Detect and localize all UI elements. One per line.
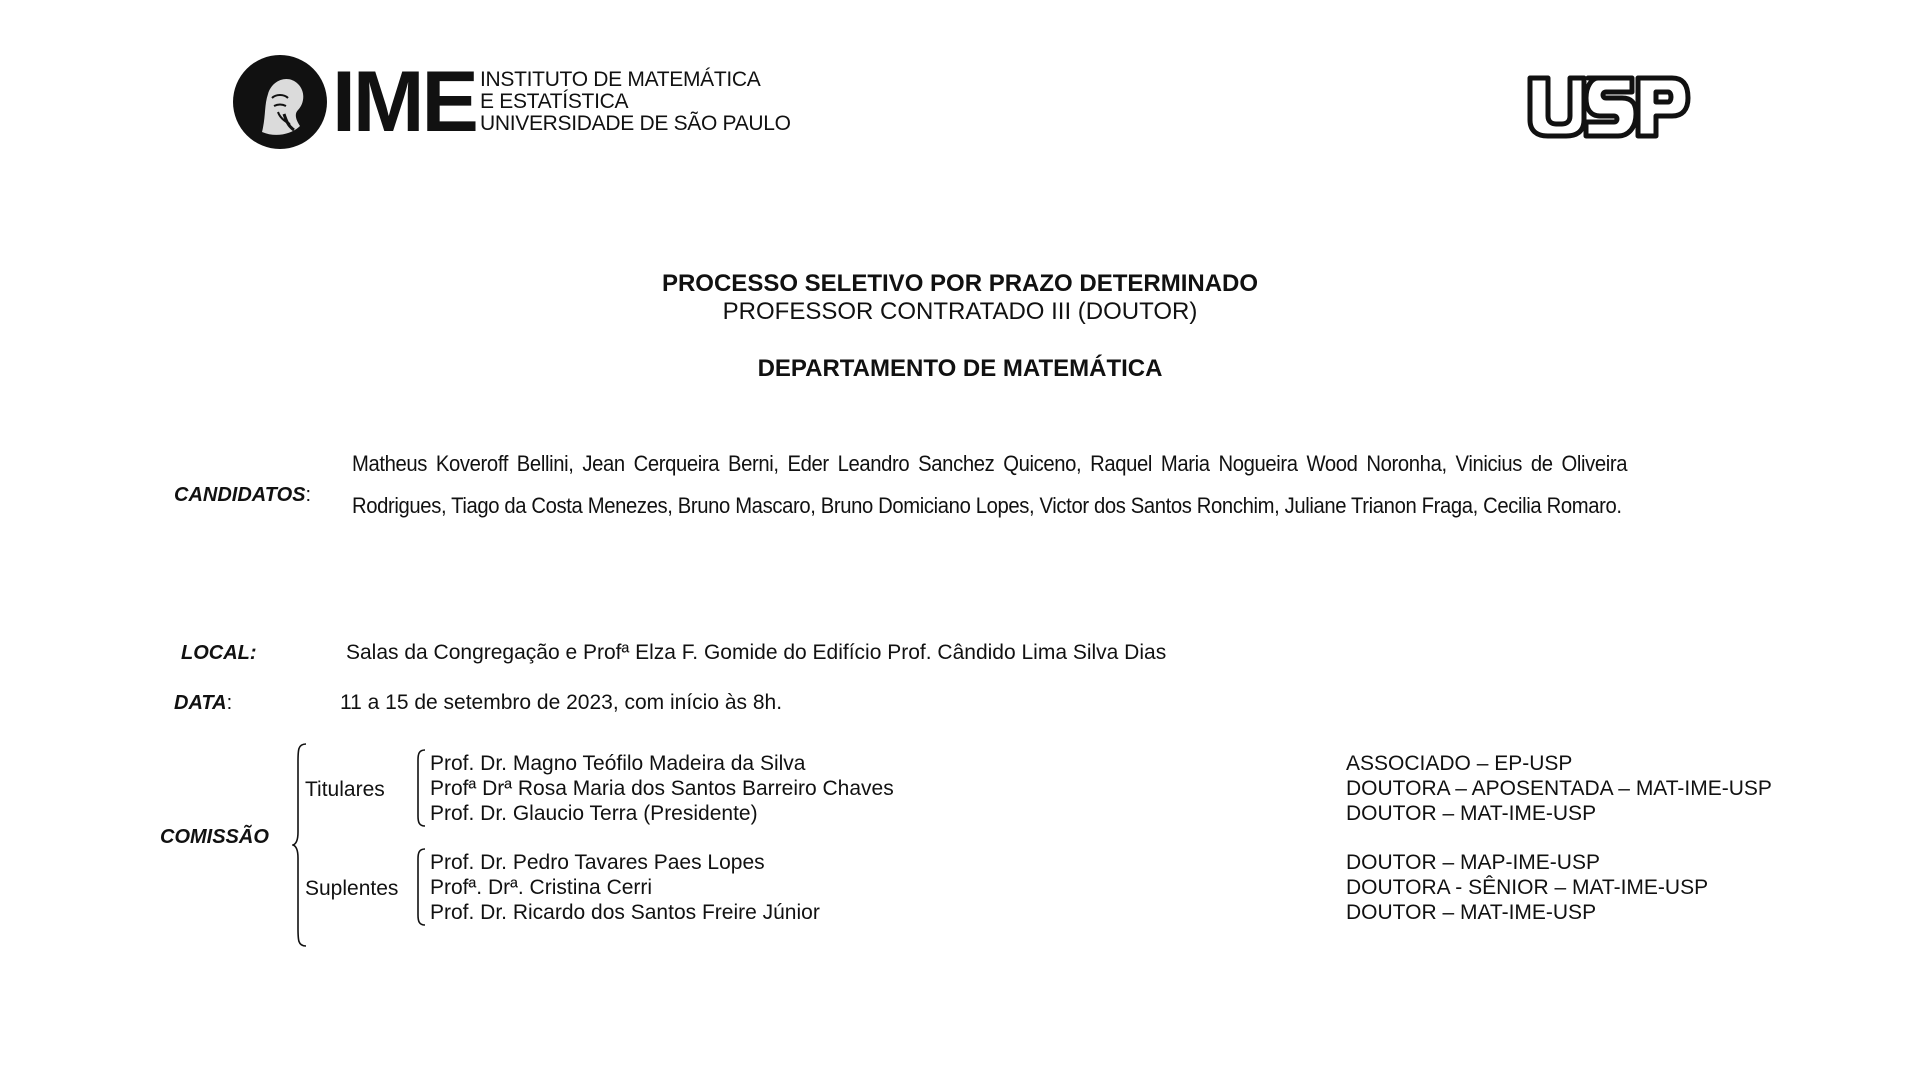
suplente-member-name: Prof. Dr. Ricardo dos Santos Freire Júnior (430, 901, 820, 924)
department-title: DEPARTAMENTO DE MATEMÁTICA (757, 355, 1163, 382)
candidates-label-colon: : (305, 484, 312, 506)
local-value: Salas da Congregação e Profª Elza F. Gomide do Edifício Prof. Cândido Lima Silva Dias (346, 641, 1167, 664)
date-label-text: DATA (174, 692, 227, 714)
titular-member-name: Prof. Dr. Magno Teófilo Madeira da Silva (430, 752, 806, 775)
ime-logo (232, 54, 791, 154)
titular-member-role: ASSOCIADO – EP-USP (1346, 752, 1573, 775)
suplente-member-name: Profª. Drª. Cristina Cerri (430, 876, 653, 899)
titulares-brace-icon (413, 748, 427, 828)
suplente-member-role: DOUTOR – MAT-IME-USP (1346, 901, 1597, 924)
suplente-member-name: Prof. Dr. Pedro Tavares Paes Lopes (430, 851, 765, 874)
titular-member-name: Profª Drª Rosa Maria dos Santos Barreiro Chaves (430, 777, 894, 800)
titulares-label: Titulares (305, 778, 385, 801)
titular-member-role: DOUTOR – MAT-IME-USP (1346, 802, 1597, 825)
ime-subtitle-line: E ESTATÍSTICA (480, 90, 629, 113)
usp-logo (1526, 72, 1692, 142)
commission-brace-icon (292, 742, 308, 948)
ime-subtitle-line: INSTITUTO DE MATEMÁTICA (480, 68, 761, 91)
ime-subtitle-line: UNIVERSIDADE DE SÃO PAULO (480, 112, 791, 135)
local-label: LOCAL: (181, 642, 257, 664)
suplente-member-role: DOUTORA - SÊNIOR – MAT-IME-USP (1346, 876, 1709, 899)
suplentes-label: Suplentes (305, 877, 399, 900)
date-label (174, 691, 232, 715)
titular-member-name: Prof. Dr. Glaucio Terra (Presidente) (430, 802, 758, 825)
date-label-colon: : (226, 692, 233, 714)
ime-subtitle (480, 69, 791, 135)
suplente-member-role: DOUTOR – MAP-IME-USP (1346, 851, 1600, 874)
candidates-label-text: CANDIDATOS (174, 484, 306, 506)
candidates-list: Matheus Koveroff Bellini, Jean Cerqueira Berni, Eder Leandro Sanchez Quiceno, Raquel Maria Nogueira Wood Noronha, Vinicius de Oliveira Rodrigues, Tiago da Costa Menezes, Bruno Mascaro, Bruno Domiciano Lopes, Victor dos Santos Ronchim, Juliane Trianon Fraga, Cecilia Romaro. (352, 451, 1628, 518)
date-value: 11 a 15 de setembro de 2023, com início às 8h. (340, 691, 783, 714)
position-title: PROFESSOR CONTRATADO III (DOUTOR) (722, 298, 1198, 325)
suplentes-brace-icon (413, 847, 427, 927)
ime-wordmark: IME (332, 54, 476, 150)
titular-member-role: DOUTORA – APOSENTADA – MAT-IME-USP (1346, 777, 1772, 800)
process-title: PROCESSO SELETIVO POR PRAZO DETERMINADO (661, 270, 1259, 297)
ime-medallion-icon (232, 54, 328, 150)
candidates-label (174, 483, 311, 507)
commission-label: COMISSÃO (160, 826, 269, 848)
